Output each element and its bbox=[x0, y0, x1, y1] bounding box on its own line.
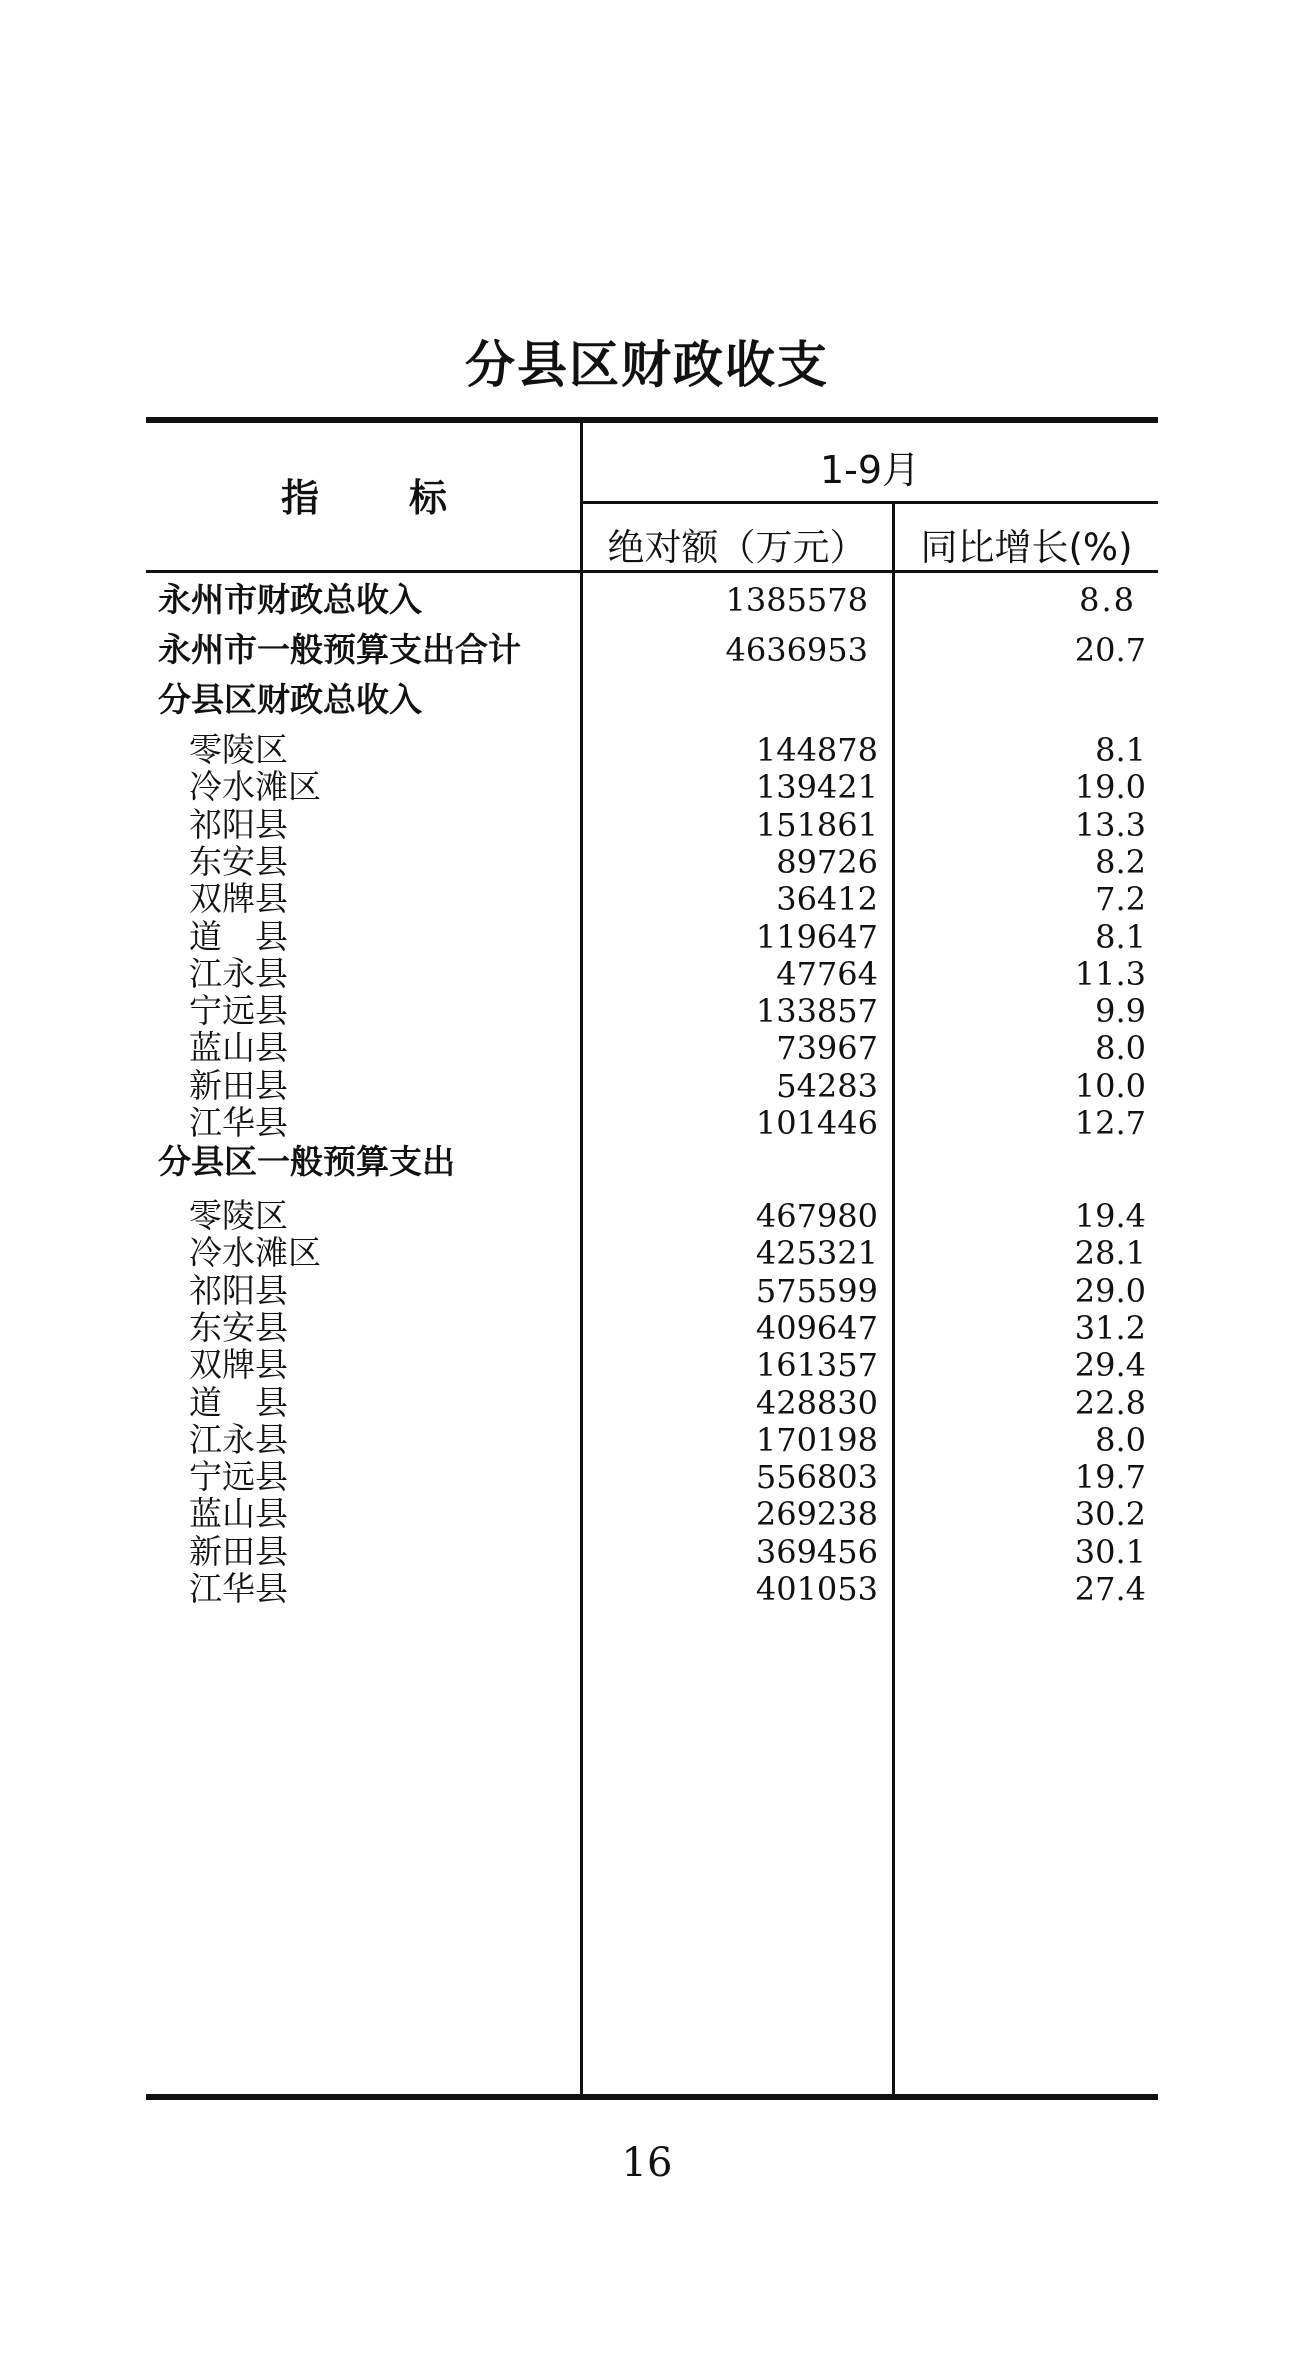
table-row bbox=[146, 1137, 1158, 1187]
row-yoy-value: 22.8 bbox=[1074, 1383, 1146, 1422]
row-label: 祁阳县 bbox=[189, 804, 288, 844]
row-yoy-value: 8.0 bbox=[1095, 1420, 1146, 1459]
row-yoy-value: 10.0 bbox=[1074, 1066, 1146, 1105]
page-number: 16 bbox=[621, 2140, 673, 2186]
row-yoy-value: 8.1 bbox=[1095, 731, 1146, 769]
row-label: 分县区财政总收入 bbox=[158, 680, 422, 719]
row-yoy-value: 13.3 bbox=[1074, 805, 1146, 844]
row-yoy-value: 8.2 bbox=[1095, 842, 1146, 881]
row-absolute-value: 73967 bbox=[776, 1029, 878, 1068]
header-index-char-2: 标 bbox=[409, 476, 448, 520]
row-label: 东安县 bbox=[189, 1307, 288, 1347]
row-absolute-value: 151861 bbox=[755, 805, 878, 844]
row-absolute-value: 89726 bbox=[776, 842, 878, 881]
table-bottom-rule bbox=[146, 2094, 1158, 2100]
row-label: 江永县 bbox=[189, 1419, 288, 1459]
row-yoy-value: 8.1 bbox=[1095, 917, 1146, 956]
row-label: 宁远县 bbox=[189, 991, 288, 1031]
header-absolute-amount: 绝对额（万元） bbox=[607, 526, 867, 569]
row-label: 道 县 bbox=[189, 1382, 288, 1422]
row-label: 宁远县 bbox=[189, 1457, 288, 1497]
row-absolute-value: 101446 bbox=[755, 1104, 878, 1142]
row-yoy-value: 7.2 bbox=[1095, 880, 1146, 919]
row-label: 新田县 bbox=[189, 1531, 288, 1571]
row-label: 分县区一般预算支出 bbox=[158, 1142, 455, 1181]
row-yoy-value: 28.1 bbox=[1074, 1234, 1146, 1273]
row-yoy-value: 8.0 bbox=[1095, 1029, 1146, 1068]
row-absolute-value: 556803 bbox=[755, 1458, 878, 1497]
row-absolute-value: 170198 bbox=[755, 1420, 878, 1459]
row-label: 蓝山县 bbox=[189, 1028, 288, 1068]
header-index-char-1: 指 bbox=[280, 476, 319, 520]
row-absolute-value: 1385578 bbox=[725, 581, 868, 619]
row-yoy-value: 19.4 bbox=[1074, 1197, 1146, 1235]
row-absolute-value: 4636953 bbox=[725, 631, 868, 669]
row-label: 江永县 bbox=[189, 953, 288, 993]
row-yoy-value: 29.4 bbox=[1074, 1346, 1146, 1385]
finance-table bbox=[146, 417, 1158, 2100]
row-yoy-value: 20.7 bbox=[1074, 631, 1146, 669]
row-label: 蓝山县 bbox=[189, 1494, 288, 1534]
row-absolute-value: 119647 bbox=[755, 917, 878, 956]
row-label: 永州市财政总收入 bbox=[158, 580, 422, 619]
row-yoy-value: 19.7 bbox=[1074, 1458, 1146, 1497]
row-yoy-value: 9.9 bbox=[1095, 992, 1146, 1031]
header-period: 1-9月 bbox=[819, 448, 921, 492]
row-absolute-value: 409647 bbox=[755, 1308, 878, 1347]
row-label: 新田县 bbox=[189, 1065, 288, 1105]
row-absolute-value: 401053 bbox=[755, 1570, 878, 1608]
row-absolute-value: 467980 bbox=[755, 1197, 878, 1235]
row-yoy-value: 27.4 bbox=[1074, 1570, 1146, 1608]
row-absolute-value: 54283 bbox=[776, 1066, 878, 1105]
row-yoy-value: 12.7 bbox=[1074, 1104, 1146, 1142]
row-absolute-value: 161357 bbox=[755, 1346, 878, 1385]
header-yoy-growth: 同比增长(%) bbox=[920, 526, 1133, 569]
row-absolute-value: 133857 bbox=[755, 992, 878, 1031]
table-row bbox=[146, 1564, 1158, 1614]
table-row bbox=[146, 575, 1158, 625]
row-absolute-value: 425321 bbox=[755, 1234, 878, 1273]
row-label: 东安县 bbox=[189, 841, 288, 881]
row-yoy-value: 8.8 bbox=[1079, 581, 1136, 619]
row-label: 零陵区 bbox=[189, 1196, 288, 1235]
row-label: 双牌县 bbox=[189, 879, 288, 919]
row-absolute-value: 144878 bbox=[755, 731, 878, 769]
row-yoy-value: 29.0 bbox=[1074, 1271, 1146, 1310]
header-index bbox=[146, 467, 582, 522]
row-absolute-value: 369456 bbox=[755, 1532, 878, 1571]
row-absolute-value: 139421 bbox=[755, 768, 878, 807]
row-yoy-value: 11.3 bbox=[1074, 954, 1146, 993]
row-label: 江华县 bbox=[189, 1569, 288, 1608]
row-label: 永州市一般预算支出合计 bbox=[158, 630, 521, 669]
row-absolute-value: 47764 bbox=[776, 954, 878, 993]
page-title: 分县区财政收支 bbox=[465, 336, 829, 394]
row-yoy-value: 31.2 bbox=[1074, 1308, 1146, 1347]
row-label: 零陵区 bbox=[189, 730, 288, 769]
row-yoy-value: 30.2 bbox=[1074, 1495, 1146, 1534]
table-row bbox=[146, 675, 1158, 725]
row-absolute-value: 36412 bbox=[776, 880, 878, 919]
row-label: 江华县 bbox=[189, 1103, 288, 1142]
row-label: 双牌县 bbox=[189, 1345, 288, 1385]
row-label: 冷水滩区 bbox=[189, 767, 321, 807]
row-yoy-value: 19.0 bbox=[1074, 768, 1146, 807]
row-label: 祁阳县 bbox=[189, 1270, 288, 1310]
row-yoy-value: 30.1 bbox=[1074, 1532, 1146, 1571]
row-absolute-value: 428830 bbox=[755, 1383, 878, 1422]
row-absolute-value: 269238 bbox=[755, 1495, 878, 1534]
row-label: 道 县 bbox=[189, 916, 288, 956]
table-top-rule bbox=[146, 417, 1158, 423]
row-label: 冷水滩区 bbox=[189, 1233, 321, 1273]
table-row bbox=[146, 625, 1158, 675]
header-sub-rule bbox=[582, 501, 1158, 504]
row-absolute-value: 575599 bbox=[755, 1271, 878, 1310]
